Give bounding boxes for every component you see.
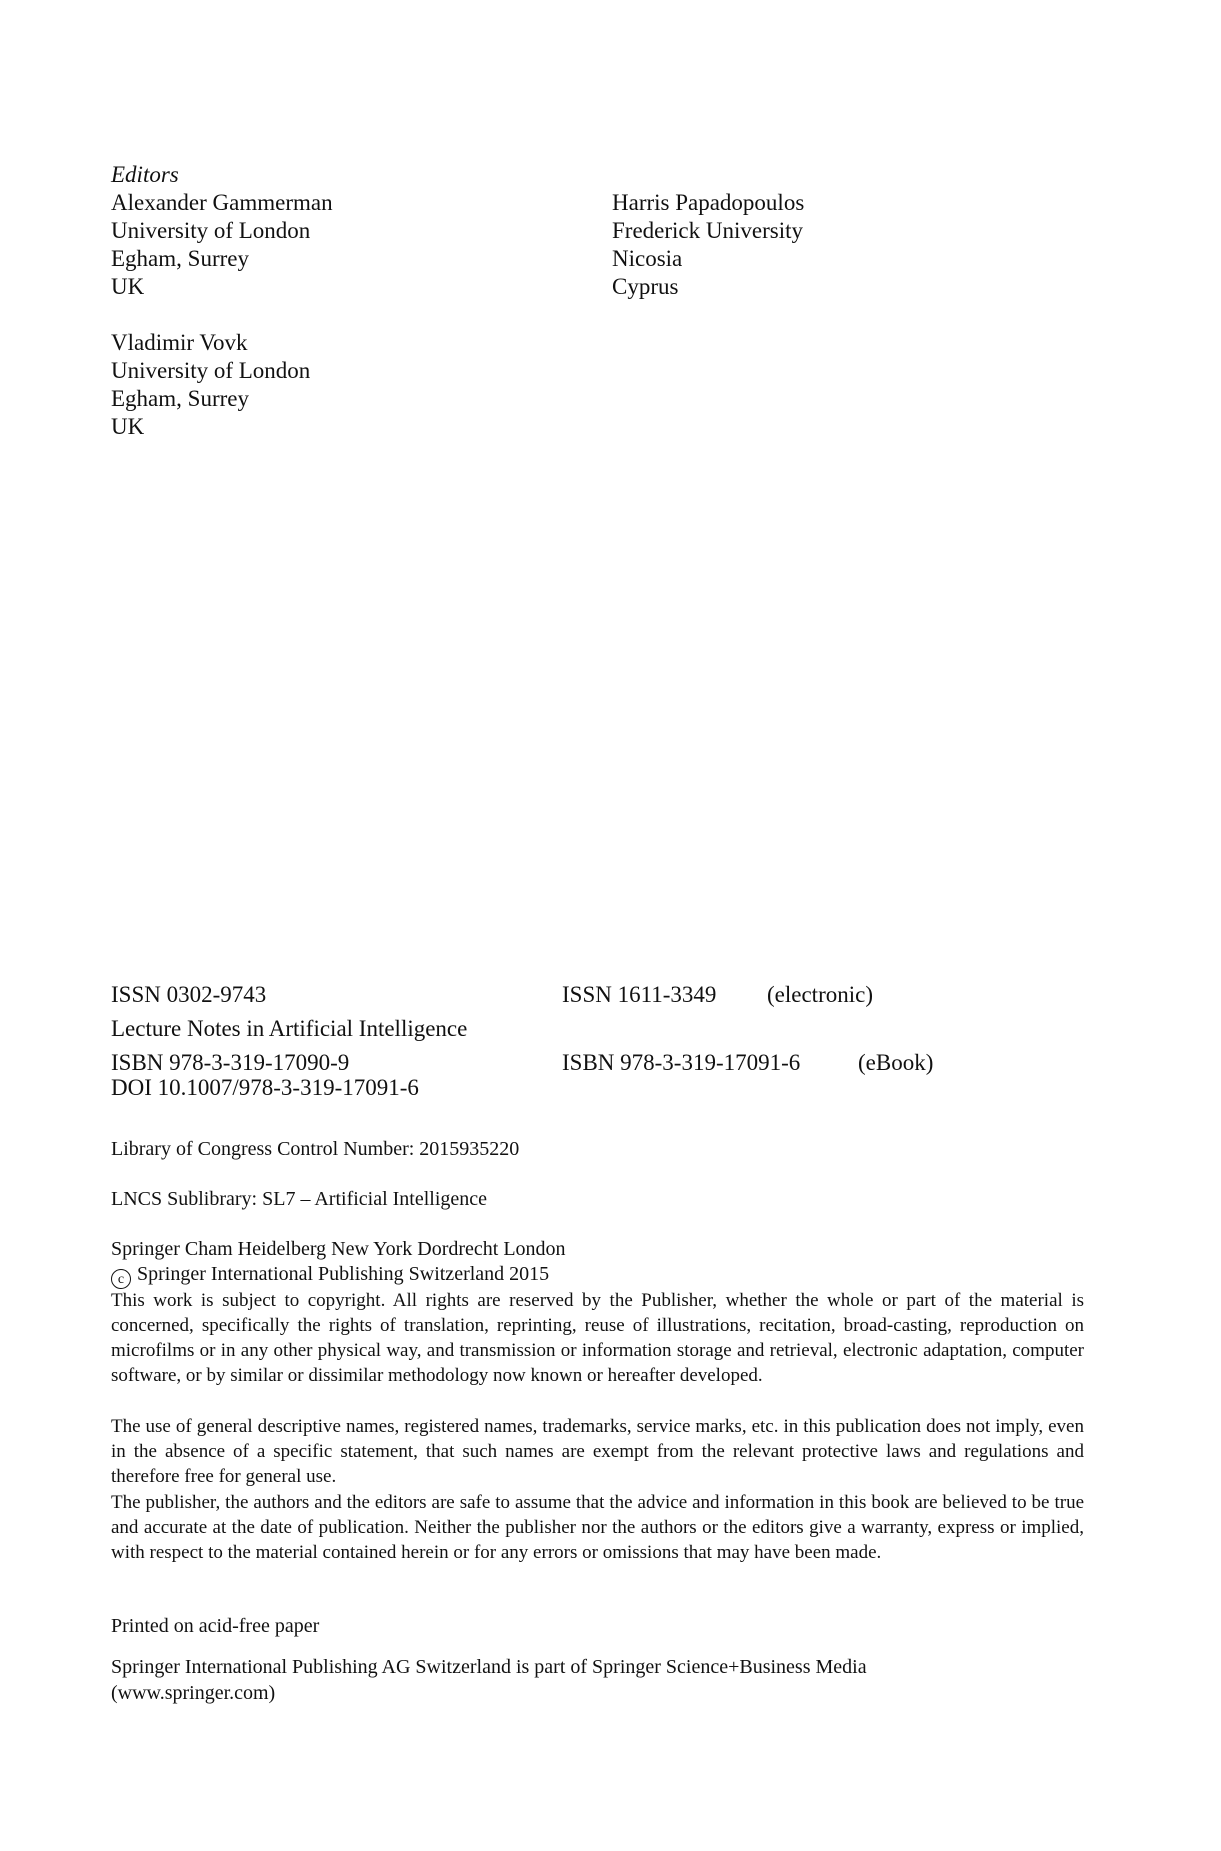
isbn-ebook: ISBN 978-3-319-17091-6 <box>562 1050 801 1075</box>
copyright-symbol: c <box>111 1269 131 1289</box>
editor-location: Egham, Surrey <box>111 386 249 411</box>
editor-affiliation: Frederick University <box>612 218 803 243</box>
issn-print: ISSN 0302-9743 <box>111 982 267 1007</box>
lncs-sublibrary: LNCS Sublibrary: SL7 – Artificial Intelligence <box>111 1188 488 1210</box>
editor-location: Nicosia <box>612 246 683 271</box>
issn-electronic-note: (electronic) <box>767 982 873 1007</box>
parent-company-line: Springer International Publishing AG Switzerland is part of Springer Science+Business Media <box>111 1656 867 1678</box>
isbn-print: ISBN 978-3-319-17090-9 <box>111 1050 350 1075</box>
editors-label: Editors <box>111 162 179 187</box>
loc-control-number: Library of Congress Control Number: 2015935220 <box>111 1138 520 1160</box>
editor-location: Egham, Surrey <box>111 246 249 271</box>
editor-name: Vladimir Vovk <box>111 330 248 355</box>
editor-affiliation: University of London <box>111 358 311 383</box>
editor-name: Harris Papadopoulos <box>612 190 805 215</box>
disclaimer-paragraph: The publisher, the authors and the editors are safe to assume that the advice and information in this book are believed to be true and accurate at the date of publication. Neither the publisher nor the authors or the editors give a warranty, express or implied, with respect to the material contained herein or for any errors or omissions that may have been made. <box>111 1492 1084 1563</box>
copyright-paragraph: This work is subject to copyright. All rights are reserved by the Publisher, whether the whole or part of the material is concerned, specifically the rights of translation, reprinting, reuse of illustrations, recitation, broad-casting, reproduction on microfilms or in any other physical way, and transmission or information storage and retrieval, electronic adaptation, computer software, or by similar or dissimilar methodology now known or hereafter developed. <box>111 1290 1084 1386</box>
editor-country: UK <box>111 274 145 299</box>
trademark-paragraph: The use of general descriptive names, registered names, trademarks, service marks, etc. in this publication does not imply, even in the absence of a specific statement, that such names are exempt from the relevant protective laws and regulations and therefore free for general use. <box>111 1416 1084 1487</box>
editor-name: Alexander Gammerman <box>111 190 333 215</box>
isbn-ebook-note: (eBook) <box>858 1050 934 1075</box>
springer-website: (www.springer.com) <box>111 1682 276 1704</box>
copyright-line <box>111 1261 549 1289</box>
editor-block-2 <box>612 189 804 301</box>
series-title: Lecture Notes in Artificial Intelligence <box>111 1016 468 1041</box>
editor-block-3 <box>111 329 310 441</box>
editor-country: Cyprus <box>612 274 679 299</box>
doi: DOI 10.1007/978-3-319-17091-6 <box>111 1075 419 1100</box>
issn-electronic: ISSN 1611-3349 <box>562 982 717 1007</box>
printed-on: Printed on acid-free paper <box>111 1615 320 1637</box>
editor-block-1 <box>111 189 333 301</box>
copyright-holder: Springer International Publishing Switzerland 2015 <box>137 1263 550 1285</box>
editor-affiliation: University of London <box>111 218 311 243</box>
editor-country: UK <box>111 414 145 439</box>
publisher-locations: Springer Cham Heidelberg New York Dordrecht London <box>111 1238 566 1260</box>
